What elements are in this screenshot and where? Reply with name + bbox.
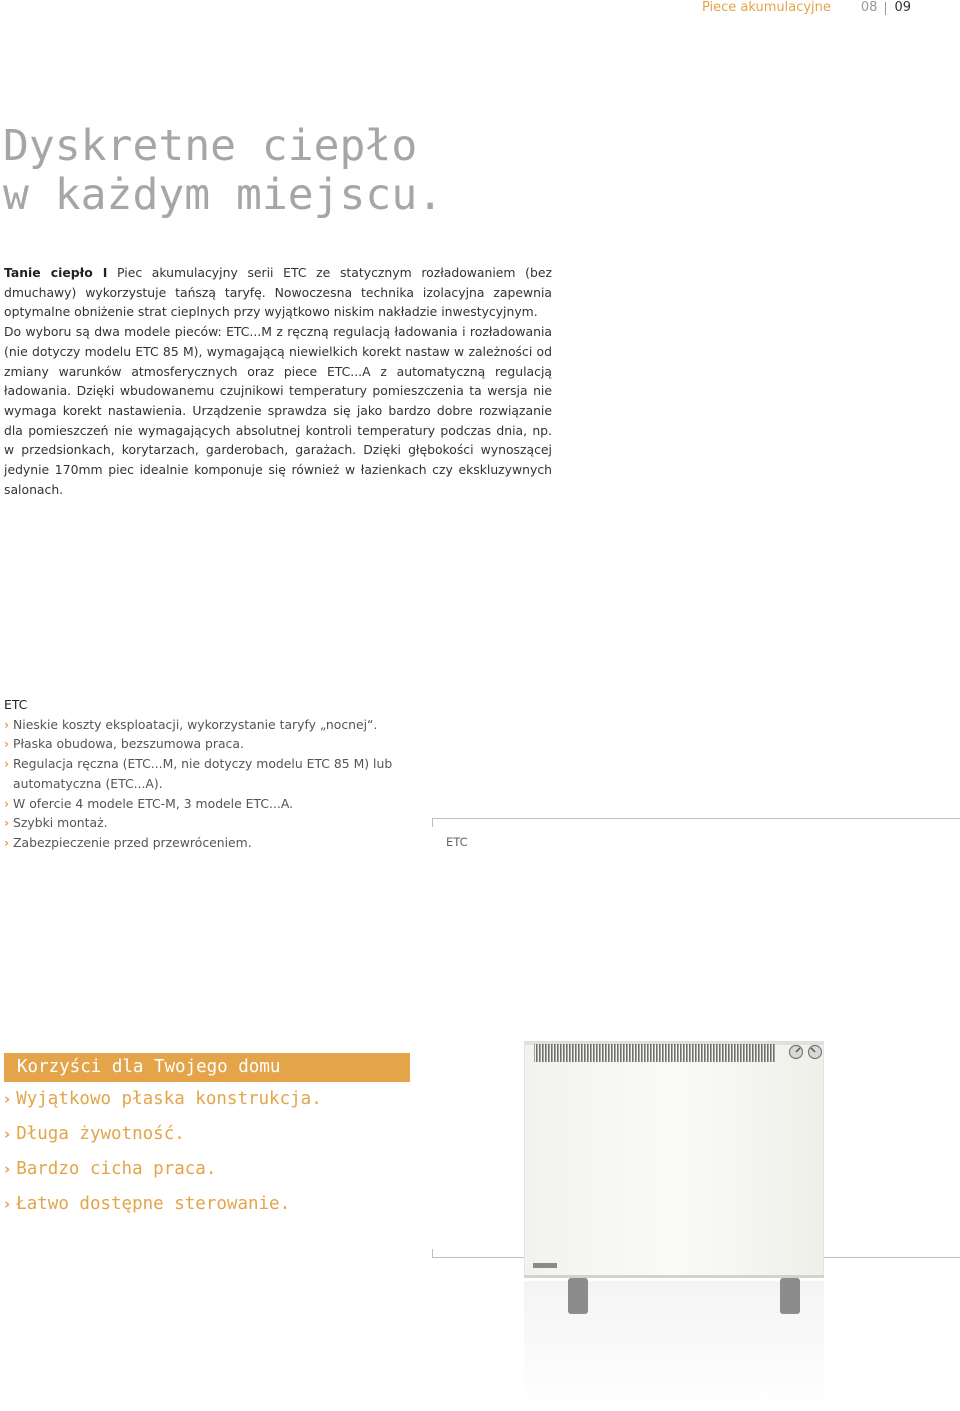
caption-rule-tick [432, 818, 433, 827]
feature-item [4, 833, 424, 853]
benefit-item-text: Długa żywotność. [16, 1124, 185, 1144]
feature-item [4, 754, 424, 793]
feature-item-text: Zabezpieczenie przed przewróceniem. [13, 834, 252, 850]
benefit-item-text: Łatwo dostępne sterowanie. [16, 1194, 291, 1214]
feature-item-text: Płaska obudowa, bezszumowa praca. [13, 736, 244, 752]
benefit-item-text: Bardzo cicha praca. [16, 1159, 217, 1179]
heater-foot-right [780, 1278, 800, 1314]
benefit-item-text: Wyjątkowo płaska konstrukcja. [16, 1089, 322, 1109]
page-title [3, 122, 443, 220]
chevron-right-icon: › [4, 1195, 11, 1213]
bottom-rule-tick [432, 1249, 433, 1258]
feature-item [4, 794, 424, 814]
page-title-line-2: w każdym miejscu. [3, 170, 444, 220]
storage-heater-image [524, 1041, 824, 1411]
intro-paragraph-1-text: Piec akumulacyjny serii ETC ze statycznym rozładowaniem (bez dmuchawy) wykorzystuje tańszą taryfę. Nowoczesna technika izolacyjna zapewnia optymalne obniżenie strat cieplnych przy wyjątkowo niskim nakładzie inwestycyjnym. [4, 265, 552, 320]
heater-foot-left [568, 1278, 588, 1314]
brand-plate [533, 1263, 557, 1268]
feature-item-text: Regulacja ręczna (ETC...M, nie dotyczy modelu ETC 85 M) lub automatyczna (ETC...A). [13, 756, 393, 791]
benefits-heading: Korzyści dla Twojego domu [4, 1053, 410, 1082]
page-number-right: 09 [894, 0, 911, 15]
feature-list-title: ETC [4, 697, 28, 712]
heater-bottom-edge [524, 1275, 824, 1278]
feature-item-text: Nieskie koszty eksploatacji, wykorzystanie taryfy „nocnej“. [13, 716, 378, 732]
caption-rule [432, 818, 960, 819]
benefit-item [4, 1088, 322, 1123]
chevron-right-icon: › [4, 834, 10, 850]
feature-item [4, 813, 424, 833]
intro-paragraph-1 [4, 263, 552, 322]
chevron-right-icon: › [4, 1090, 11, 1108]
chevron-right-icon: › [4, 815, 10, 831]
image-caption: ETC [446, 835, 468, 849]
feature-item [4, 715, 424, 735]
feature-item-text: Szybki montaż. [13, 815, 108, 831]
benefits-list [4, 1088, 322, 1228]
page-number-divider [885, 2, 886, 15]
feature-list [4, 715, 424, 853]
benefit-item [4, 1123, 322, 1158]
intro-text [4, 263, 552, 499]
benefit-item [4, 1193, 322, 1228]
heater-grille [534, 1044, 776, 1062]
heater-body [524, 1041, 824, 1277]
intro-lead: Tanie ciepło I [4, 265, 108, 280]
chevron-right-icon: › [4, 1160, 11, 1178]
chevron-right-icon: › [4, 795, 10, 811]
chevron-right-icon: › [4, 736, 10, 752]
chevron-right-icon: › [4, 716, 10, 732]
storage-heater-icon [524, 1041, 824, 1411]
benefit-item [4, 1158, 322, 1193]
page-number-left: 08 [860, 0, 878, 15]
feature-item [4, 734, 424, 754]
page-title-line-1: Dyskretne ciepło [3, 121, 418, 171]
chevron-right-icon: › [4, 756, 10, 772]
intro-paragraph-2: Do wyboru są dwa modele pieców: ETC...M z ręczną regulacją ładowania i rozładowania (nie dotyczy modelu ETC 85 M), wymagającą niewielkich korekt nastaw w zależności od zmiany warunków atmosferycznych oraz piece ETC...A z automatyczną regulacją ładowania. Dzięki wbudowanemu czujnikowi temperatury pomieszczenia ta wersja nie wymaga korekt nastawienia. Urządzenie sprawdza się jako bardzo dobre rozwiązanie dla pomieszczeń nie wymagających absolutnej kontroli temperatury podczas dnia, np. w przedsionkach, korytarzach, garderobach, garażach. Dzięki głębokości wynoszącej jedynie 170mm piec idealnie komponuje się również w łazienkach czy ekskluzywnych salonach. [4, 324, 552, 497]
feature-item-text: W ofercie 4 modele ETC-M, 3 modele ETC...A. [13, 795, 294, 811]
section-title: Piece akumulacyjne [701, 0, 831, 15]
feature-list-section [4, 695, 424, 853]
page-header [702, 0, 911, 16]
chevron-right-icon: › [4, 1125, 11, 1143]
